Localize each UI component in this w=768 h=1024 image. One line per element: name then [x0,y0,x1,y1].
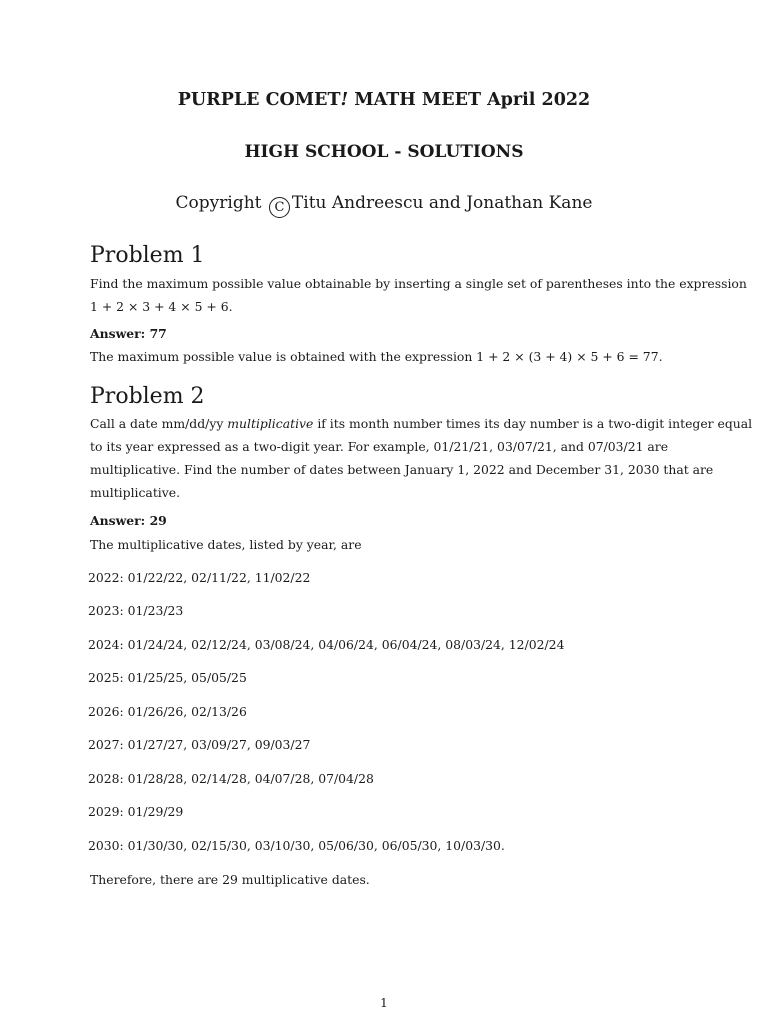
copyright-icon: C [269,197,290,218]
problem2-statement-line4: multiplicative. [90,485,181,500]
problem2-solution-intro: The multiplicative dates, listed by year, are [90,537,362,552]
date-list-item: 2024: 01/24/24, 02/12/24, 03/08/24, 04/06/24, 06/04/24, 08/03/24, 12/02/24 [88,637,565,652]
title-part2: MATH MEET April 2022 [348,90,591,110]
copyright-line [0,193,768,218]
problem1-solution: The maximum possible value is obtained with the expression 1 + 2 × (3 + 4) × 5 + 6 = 77. [90,349,663,364]
problem2-answer: Answer: 29 [90,513,167,528]
problem2-term-multiplicative: multiplicative [227,416,314,431]
problem1-heading: Problem 1 [90,243,205,268]
problem1-statement-line2: 1 + 2 × 3 + 4 × 5 + 6. [90,299,233,314]
page-number: 1 [380,996,388,1010]
problem2-statement-line2: to its year expressed as a two-digit year. For example, 01/21/21, 03/07/21, and 07/03/21 are [90,439,669,454]
problem2-line1-after: if its month number times its day number is a two-digit integer equal [313,416,753,431]
problem2-statement-line3: multiplicative. Find the number of dates between January 1, 2022 and December 31, 2030 that are [90,462,714,477]
date-list-item: 2026: 01/26/26, 02/13/26 [88,704,247,719]
problem1-statement-line1: Find the maximum possible value obtainable by inserting a single set of parentheses into the expression [90,276,747,291]
problem2-conclusion: Therefore, there are 29 multiplicative dates. [90,872,370,887]
problem1-answer: Answer: 77 [90,326,167,341]
title-exclamation: ! [340,90,349,110]
date-list-item: 2025: 01/25/25, 05/05/25 [88,670,247,685]
date-list-item: 2028: 01/28/28, 02/14/28, 04/07/28, 07/04/28 [88,771,374,786]
problem2-statement-line1 [90,416,752,431]
problem2-line1-before: Call a date mm/dd/yy [90,416,228,431]
date-list-item: 2029: 01/29/29 [88,804,184,819]
copyright-label: Copyright [175,193,262,213]
date-list-item: 2030: 01/30/30, 02/15/30, 03/10/30, 05/06/30, 06/05/30, 10/03/30. [88,838,505,853]
date-list-item: 2023: 01/23/23 [88,603,184,618]
page-title [0,90,768,110]
copyright-holders: Titu Andreescu and Jonathan Kane [291,193,593,213]
problem2-heading: Problem 2 [90,384,205,409]
date-list-item: 2022: 01/22/22, 02/11/22, 11/02/22 [88,570,311,585]
title-part1: PURPLE COMET [177,90,341,110]
page-subtitle: HIGH SCHOOL - SOLUTIONS [244,142,524,162]
date-list-item: 2027: 01/27/27, 03/09/27, 09/03/27 [88,737,311,752]
